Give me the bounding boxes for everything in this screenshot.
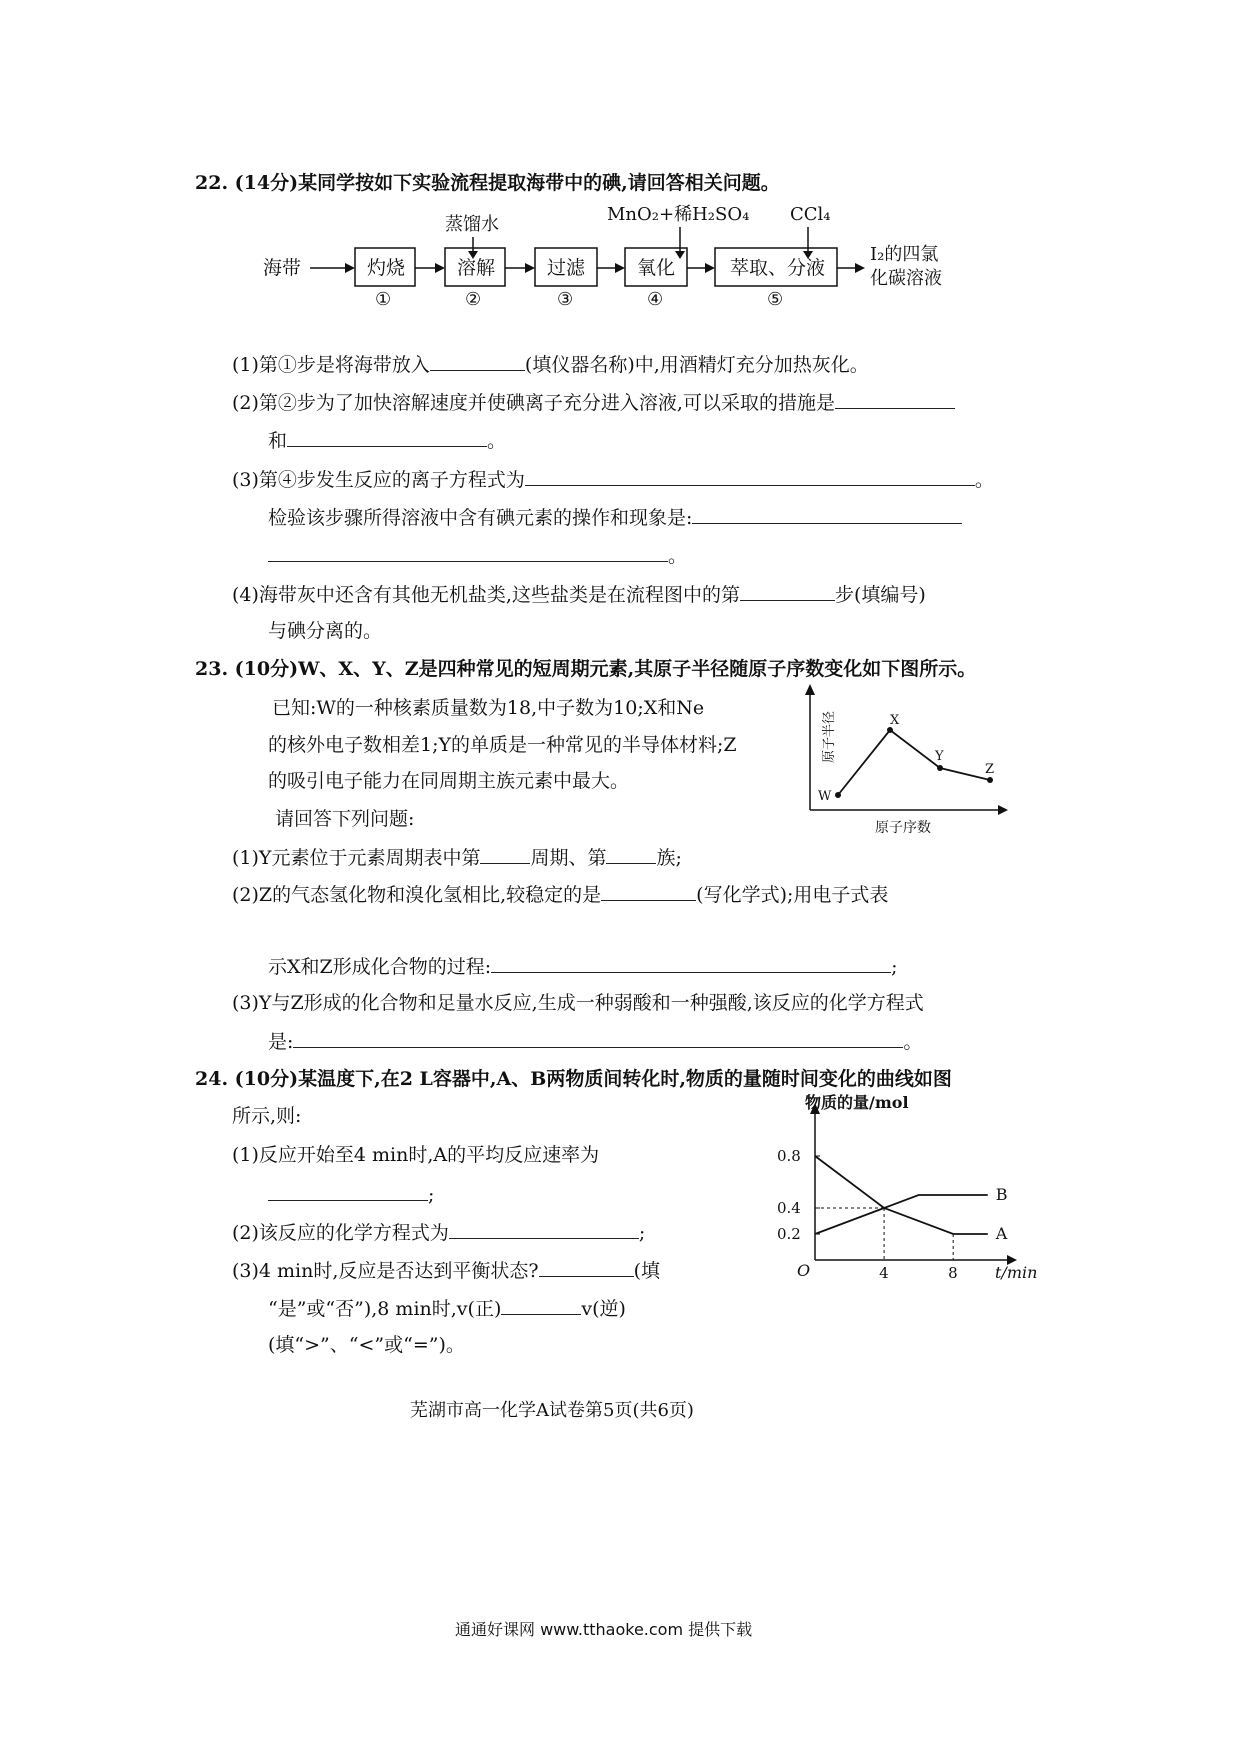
series-label-a: A — [995, 1224, 1008, 1243]
q23-known-2: 的核外电子数相差1;Y的单质是一种常见的半导体材料;Z — [268, 734, 737, 756]
download-credit: 通通好课网 www.tthaoke.com 提供下载 — [455, 1620, 753, 1639]
answer-blank — [740, 580, 835, 601]
q24-part2: (2)该反应的化学方程式为 ; — [232, 1218, 645, 1246]
flow-end-label-2: 化碳溶液 — [870, 268, 942, 289]
point-label-y: Y — [935, 749, 944, 764]
answer-blank — [480, 843, 530, 864]
x-tick-label: 8 — [948, 1264, 958, 1282]
q23-known-3: 的吸引电子能力在同周期主族元素中最大。 — [268, 770, 630, 792]
q22-part1: (1)第①步是将海带放入 (填仪器名称)中,用酒精灯充分加热灰化。 — [232, 350, 869, 378]
q22-part3-check: 检验该步骤所得溶液中含有碘元素的操作和现象是: — [268, 503, 962, 531]
q24-header: 24. (10分)某温度下,在2 L容器中,A、B两物质间转化时,物质的量随时间变化的曲线如图 — [195, 1068, 952, 1090]
reagent-water: 蒸馏水 — [445, 214, 499, 235]
x-tick-label: 4 — [879, 1264, 889, 1282]
answer-blank — [491, 952, 891, 973]
reagent-mno2: MnO₂+稀H₂SO₄ — [607, 204, 750, 225]
point-label-z: Z — [985, 762, 995, 777]
reagent-ccl4: CCl₄ — [790, 204, 831, 225]
q24-part1-cont: ; — [268, 1180, 434, 1208]
q23-prompt: 请回答下列问题: — [275, 808, 415, 830]
q22-part4-cont: 与碘分离的。 — [268, 620, 383, 642]
flow-start-label: 海带 — [263, 257, 302, 279]
q23-part2: (2)Z的气态氢化物和溴化氢相比,较稳定的是 (写化学式);用电子式表 — [232, 880, 888, 908]
q24-part1: (1)反应开始至4 min时,A的平均反应速率为 — [232, 1144, 600, 1166]
q22-part4: (4)海带灰中还含有其他无机盐类,这些盐类是在流程图中的第 步(填编号) — [232, 580, 926, 608]
answer-blank — [601, 880, 696, 901]
answer-blank — [501, 1294, 581, 1315]
q22-header: 22. (14分)某同学按如下实验流程提取海带中的碘,请回答相关问题。 — [195, 172, 780, 194]
chart-ylabel: 物质的量/mol — [805, 1093, 909, 1112]
step-num-4: ④ — [647, 289, 664, 310]
q22-part2: (2)第②步为了加快溶解速度并使碘离子充分进入溶液,可以采取的措施是 — [232, 388, 955, 416]
answer-blank — [268, 541, 668, 562]
flow-end-label-1: I₂的四氯 — [870, 244, 939, 265]
q23-part3: (3)Y与Z形成的化合物和足量水反应,生成一种弱酸和一种强酸,该反应的化学方程式 — [232, 992, 924, 1014]
series-label-b: B — [995, 1185, 1008, 1204]
graph-ylabel: 原子半径 — [822, 710, 837, 763]
q24-part3-cont2: (填“>”、“<”或“=”)。 — [268, 1334, 465, 1356]
step-label-5: 萃取、分液 — [730, 257, 826, 279]
answer-blank — [525, 465, 975, 486]
step-label-4: 氧化 — [637, 257, 676, 279]
answer-blank — [692, 503, 962, 524]
graph-xlabel: 原子序数 — [875, 820, 931, 836]
q22-flow-diagram — [255, 205, 1255, 335]
q23-known-1: 已知:W的一种核素质量数为18,中子数为10;X和Ne — [272, 697, 705, 719]
amount-time-chart — [770, 1093, 1038, 1300]
point-label-x: X — [890, 713, 900, 728]
step-label-1: 灼烧 — [367, 257, 406, 279]
answer-blank — [268, 1180, 428, 1201]
answer-blank — [606, 843, 656, 864]
step-num-1: ① — [375, 289, 392, 310]
answer-blank — [293, 1027, 903, 1048]
atomic-radius-graph — [780, 680, 1010, 850]
page-footer: 芜湖市高一化学A试卷第5页(共6页) — [410, 1400, 694, 1421]
y-tick-label: 0.4 — [777, 1199, 801, 1217]
step-label-2: 溶解 — [457, 257, 496, 279]
y-tick-label: 0.2 — [777, 1225, 801, 1243]
y-tick-label: 0.8 — [777, 1147, 801, 1165]
q22-part3-cont: 。 — [268, 541, 687, 569]
q23-part1: (1)Y元素位于元素周期表中第 周期、第 族; — [232, 843, 682, 871]
q23-part3-cont: 是: 。 — [268, 1027, 922, 1055]
point-label-w: W — [818, 789, 832, 804]
q24-part3: (3)4 min时,反应是否达到平衡状态? (填 — [232, 1256, 660, 1284]
q24-part3-cont: “是”或“否”),8 min时,v(正) v(逆) — [268, 1294, 626, 1322]
chart-xlabel: t/min — [995, 1263, 1038, 1282]
answer-blank — [287, 426, 487, 447]
q23-part2-cont: 示X和Z形成化合物的过程: ; — [268, 952, 898, 980]
q23-header: 23. (10分)W、X、Y、Z是四种常见的短周期元素,其原子半径随原子序数变化如下图所示。 — [195, 658, 977, 680]
q22-part3: (3)第④步发生反应的离子方程式为 。 — [232, 465, 994, 493]
chart-origin: O — [797, 1261, 811, 1280]
step-num-2: ② — [465, 289, 482, 310]
step-num-5: ⑤ — [767, 289, 784, 310]
answer-blank — [449, 1218, 639, 1239]
answer-blank — [539, 1256, 634, 1277]
answer-blank — [835, 388, 955, 409]
q22-part2-cont: 和 。 — [268, 426, 506, 454]
step-num-3: ③ — [557, 289, 574, 310]
q24-header-2: 所示,则: — [232, 1105, 302, 1127]
answer-blank — [430, 350, 525, 371]
step-label-3: 过滤 — [547, 257, 586, 279]
